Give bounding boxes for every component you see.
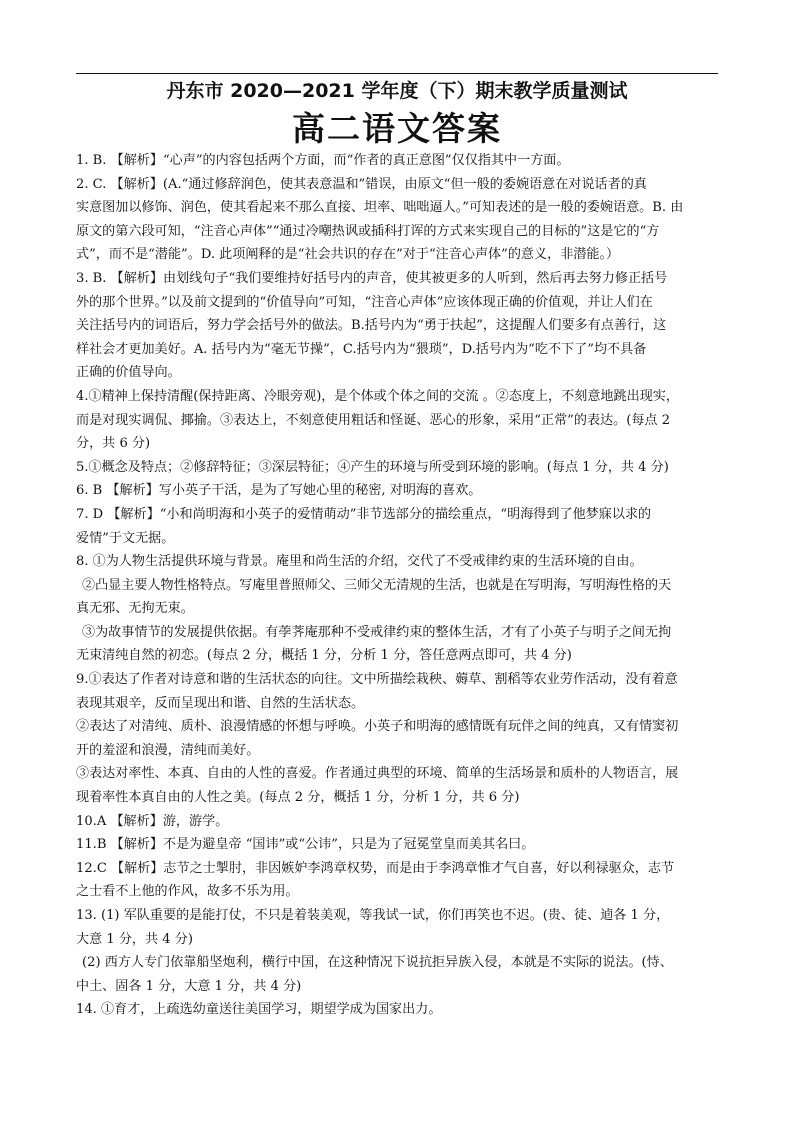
text-line: 之士看不上他的作风，故多不乐为用。	[76, 884, 299, 900]
text-line: 13. (1) 军队重要的是能打仗，不只是着装美观，等我试一试，你们再笑也不迟。(贵、徒、逌各 1 分，	[76, 908, 670, 923]
exam-title: 丹东市 2020—2021 学年度（下）期末教学质量测试	[166, 80, 628, 102]
text-line: 原文的第六段可知，“注音心声体”“通过冷嘲热讽或插科打诨的方式来实现自己的目标的”这是它的“方	[76, 223, 660, 239]
answer-body	[76, 149, 724, 1022]
text-line: 现着率性本真自由的人性之美。(每点 2 分，概括 1 分，分析 1 分，共 6 分)	[76, 790, 520, 806]
text-line: 爱情”于文无据。	[76, 530, 175, 546]
text-line: 10.A 【解析】游，游学。	[76, 813, 229, 829]
text-line: 1. B. 【解析】“心声”的内容包括两个方面，而“作者的真正意图”仅仅指其中一方面。	[76, 153, 570, 168]
text-line: 中土、固各 1 分，大意 1 分，共 4 分)	[76, 978, 302, 994]
text-line: ②表达了对清纯、质朴、浪漫情感的怀想与呼唤。小英子和明海的感情既有玩伴之间的纯真，又有情窦初	[76, 719, 679, 735]
text-line: 表现其艰辛，反而呈现出和谐、自然的生活状态。	[76, 695, 365, 711]
text-line: 真无邪、无拘无束。	[76, 601, 194, 617]
text-line: 5.①概念及特点；②修辞特征；③深层特征；④产生的环境与所受到环境的影响。(每点 1 分，共 4 分)	[76, 459, 669, 475]
text-line: 关注括号内的词语后，努力学会括号外的做法。B.括号内为“勇于扶起”，这提醒人们要多有点善行，这	[76, 318, 667, 334]
text-line: 3. B. 【解析】由划线句子“我们要维持好括号内的声音，使其被更多的人听到，然后再去努力修正括号	[76, 270, 668, 286]
text-line: 6. B 【解析】写小英子干活，是为了写她心里的秘密, 对明海的喜欢。	[76, 483, 482, 499]
text-line: 大意 1 分，共 4 分)	[76, 931, 193, 947]
text-line: 外的那个世界。”以及前文提到的“价值导向”可知，“注音心声体”应该体现正确的价值观，并让人们在	[76, 294, 653, 310]
text-line: 4.①精神上保持清醒(保持距离、冷眼旁观)，是个体或个体之间的交流 。②态度上，不刻意地跳出现实，	[76, 388, 679, 404]
header-rule	[76, 73, 718, 74]
text-line: ③表达对率性、本真、自由的人性的喜爱。作者通过典型的环境、简单的生活场景和质朴的人物语言，展	[76, 766, 679, 782]
text-line: 2. C. 【解析】(A.“通过修辞润色，使其表意温和”错误，由原文“但一般的委婉语意在对说话者的真	[76, 176, 647, 192]
text-line: 开的羞涩和浪漫，清纯而美好。	[76, 742, 260, 758]
text-line: 正确的价值导向。	[76, 365, 181, 381]
text-line: 11.B 【解析】不是为避皇帝 “国讳”或“公讳”，只是为了冠冕堂皇而美其名曰。	[76, 837, 535, 853]
text-line: ③为故事情节的发展提供依据。有荸荠庵那种不受戒律约束的整体生活，才有了小英子与明子之间无拘	[82, 624, 672, 640]
text-line: 14. ①育才，上疏选幼童送往美国学习，期望学成为国家出力。	[76, 1002, 442, 1018]
text-line: 无束清纯自然的初恋。(每点 2 分，概括 1 分，分析 1 分，答任意两点即可，共 4 分)	[76, 648, 572, 664]
text-line: ②凸显主要人物性格特点。写庵里普照师父、三师父无清规的生活，也就是在写明海，写明海性格的天	[82, 577, 672, 593]
text-line: 实意图加以修饰、润色，使其看起来不那么直接、坦率、咄咄逼人。”可知表述的是一般的委婉语意。B. 由	[76, 200, 684, 216]
text-line: 而是对现实调侃、揶揄。③表达上，不刻意使用粗话和怪诞、恶心的形象，采用“正常”的表达。(每点 2	[76, 412, 671, 428]
text-line: 12.C 【解析】志节之士掣肘，非因嫉妒李鸿章权势，而是由于李鸿章惟才气自喜，好以利禄驱众，志节	[76, 860, 675, 876]
text-line: (2) 西方人专门依靠船坚炮利，横行中国，在这种情况下说抗拒异族入侵，本就是不实际的说法。(恃、	[82, 955, 673, 971]
text-line: 7. D 【解析】“小和尚明海和小英子的爱情萌动”非节选部分的描绘重点，“明海得到了他梦寐以求的	[76, 506, 652, 522]
text-line: 样社会才更加美好。A. 括号内为“毫无节操”，C.括号内为“猥琐”，D.括号内为“吃不下了”均不具备	[76, 341, 647, 357]
text-line: 分，共 6 分)	[76, 436, 151, 452]
text-line: 9.①表达了作者对诗意和谐的生活状态的向往。文中所描绘栽秧、薅草、割稻等农业劳作活动，没有着意	[76, 672, 678, 688]
text-line: 式”，而不是“潜能”。D. 此项阐释的是“社会共识的存在”对于“注音心声体”的意义，非潜能。）	[76, 247, 620, 263]
text-line: 8. ①为人物生活提供环境与背景。庵里和尚生活的介绍，交代了不受戒律约束的生活环境的自由。	[76, 554, 643, 570]
answer-key-title: 高二语文答案	[292, 109, 502, 148]
